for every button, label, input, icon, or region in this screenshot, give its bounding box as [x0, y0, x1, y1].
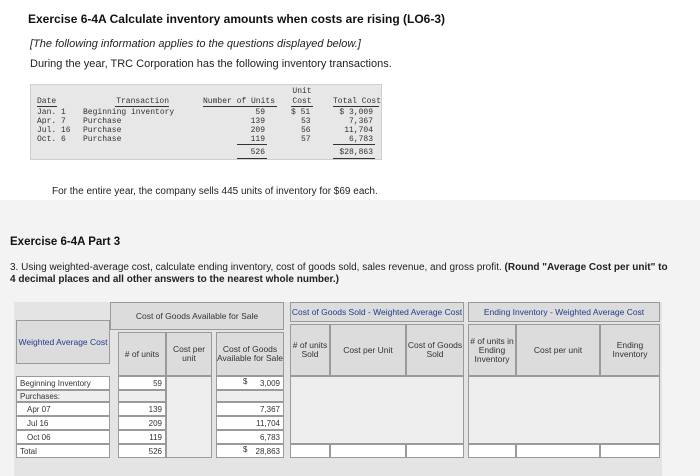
group-header-sold: Cost of Goods Sold - Weighted Average Cost: [290, 302, 464, 322]
col-header-cogs: Cost of Goods Sold: [406, 324, 464, 376]
cogas-cell[interactable]: 3,009: [216, 376, 284, 390]
col-header-cogas: Cost of Goods Available for Sale: [216, 332, 284, 376]
units-cell: [118, 390, 166, 402]
tx-header-units: Number of Units: [203, 97, 276, 106]
tx-header-transaction: Transaction: [116, 97, 169, 106]
tx-header-unitcost-bottom: Cost: [292, 97, 312, 106]
col-header-units: # of units: [118, 332, 166, 376]
units-cell[interactable]: 119: [118, 430, 166, 444]
cogas-cell[interactable]: 7,367: [216, 402, 284, 416]
ending-area: [468, 376, 660, 444]
row-label: Jul 16: [16, 416, 110, 430]
row-label: Oct 06: [16, 430, 110, 444]
exercise-note: [The following information applies to the questions displayed below.]: [30, 38, 361, 50]
units-sold-input[interactable]: [290, 444, 330, 458]
ending-cost-per-unit-input[interactable]: [516, 444, 600, 458]
units-cell[interactable]: 209: [118, 416, 166, 430]
cost-per-unit-column: [166, 376, 212, 458]
cogs-input[interactable]: [406, 444, 464, 458]
tx-header-date: Date: [37, 97, 57, 106]
col-header-ending-inventory: Ending Inventory: [600, 324, 660, 376]
col-header-units-ending: # of units in Ending Inventory: [468, 324, 516, 376]
cogas-cell[interactable]: 6,783: [216, 430, 284, 444]
exercise-title: Exercise 6-4A Calculate inventory amounts when costs are rising (LO6-3): [28, 12, 446, 26]
transactions-table: Date Transaction Number of Units Unit Cost Total Cost Jan. 1 Beginning inventory 59 $ 51 $ 3,009 Apr. 7 Purchase 139 53 7,367 Jul. 16 Purchase 209 56 11,704 Oct. 6 Purchase 119 57 6,783 526 $28,863: [30, 84, 382, 160]
sold-cost-per-unit-input[interactable]: [330, 444, 406, 458]
row-label: Apr 07: [16, 402, 110, 416]
question-text: 3. Using weighted-average cost, calculate ending inventory, cost of goods sold, sales revenue, and gross profit. (Round "Average Cost per unit" to 4 decimal places and all other answers to the nearest whole number.): [10, 262, 668, 285]
cogas-cell[interactable]: 11,704: [216, 416, 284, 430]
col-header-units-sold: # of units Sold: [290, 324, 330, 376]
col-header-sold-cpu: Cost per Unit: [330, 324, 406, 376]
exercise-intro: During the year, TRC Corporation has the following inventory transactions.: [30, 58, 392, 70]
group-header-available: Cost of Goods Available for Sale: [110, 302, 284, 330]
dollar-sign: $: [243, 377, 248, 386]
col-header-ending-cpu: Cost per unit: [516, 324, 600, 376]
row-label: Purchases:: [16, 390, 110, 402]
units-cell[interactable]: 139: [118, 402, 166, 416]
units-ending-input[interactable]: [468, 444, 516, 458]
tx-total-units: 526: [250, 148, 265, 157]
cogas-total-cell[interactable]: 28,863: [216, 444, 284, 458]
cogas-cell: [216, 390, 284, 402]
units-total-cell[interactable]: 526: [118, 444, 166, 458]
col-header-method: Weighted Average Cost: [16, 320, 110, 364]
tx-header-unitcost-top: Unit: [292, 87, 312, 96]
units-cell[interactable]: 59: [118, 376, 166, 390]
tx-total-cost: $28,863: [339, 148, 373, 157]
col-header-cost-per-unit: Cost per unit: [166, 332, 212, 376]
row-label-total: Total: [16, 444, 110, 458]
ending-inventory-input[interactable]: [600, 444, 660, 458]
sold-area: [290, 376, 464, 444]
group-header-ending: Ending Inventory - Weighted Average Cost: [468, 302, 660, 322]
part-title: Exercise 6-4A Part 3: [10, 236, 121, 248]
tx-header-totalcost: Total Cost: [333, 97, 382, 106]
row-label: Beginning Inventory: [16, 376, 110, 390]
answer-grid: [14, 302, 662, 476]
sales-note: For the entire year, the company sells 445 units of inventory for $69 each.: [52, 186, 378, 197]
dollar-sign: $: [243, 445, 248, 454]
